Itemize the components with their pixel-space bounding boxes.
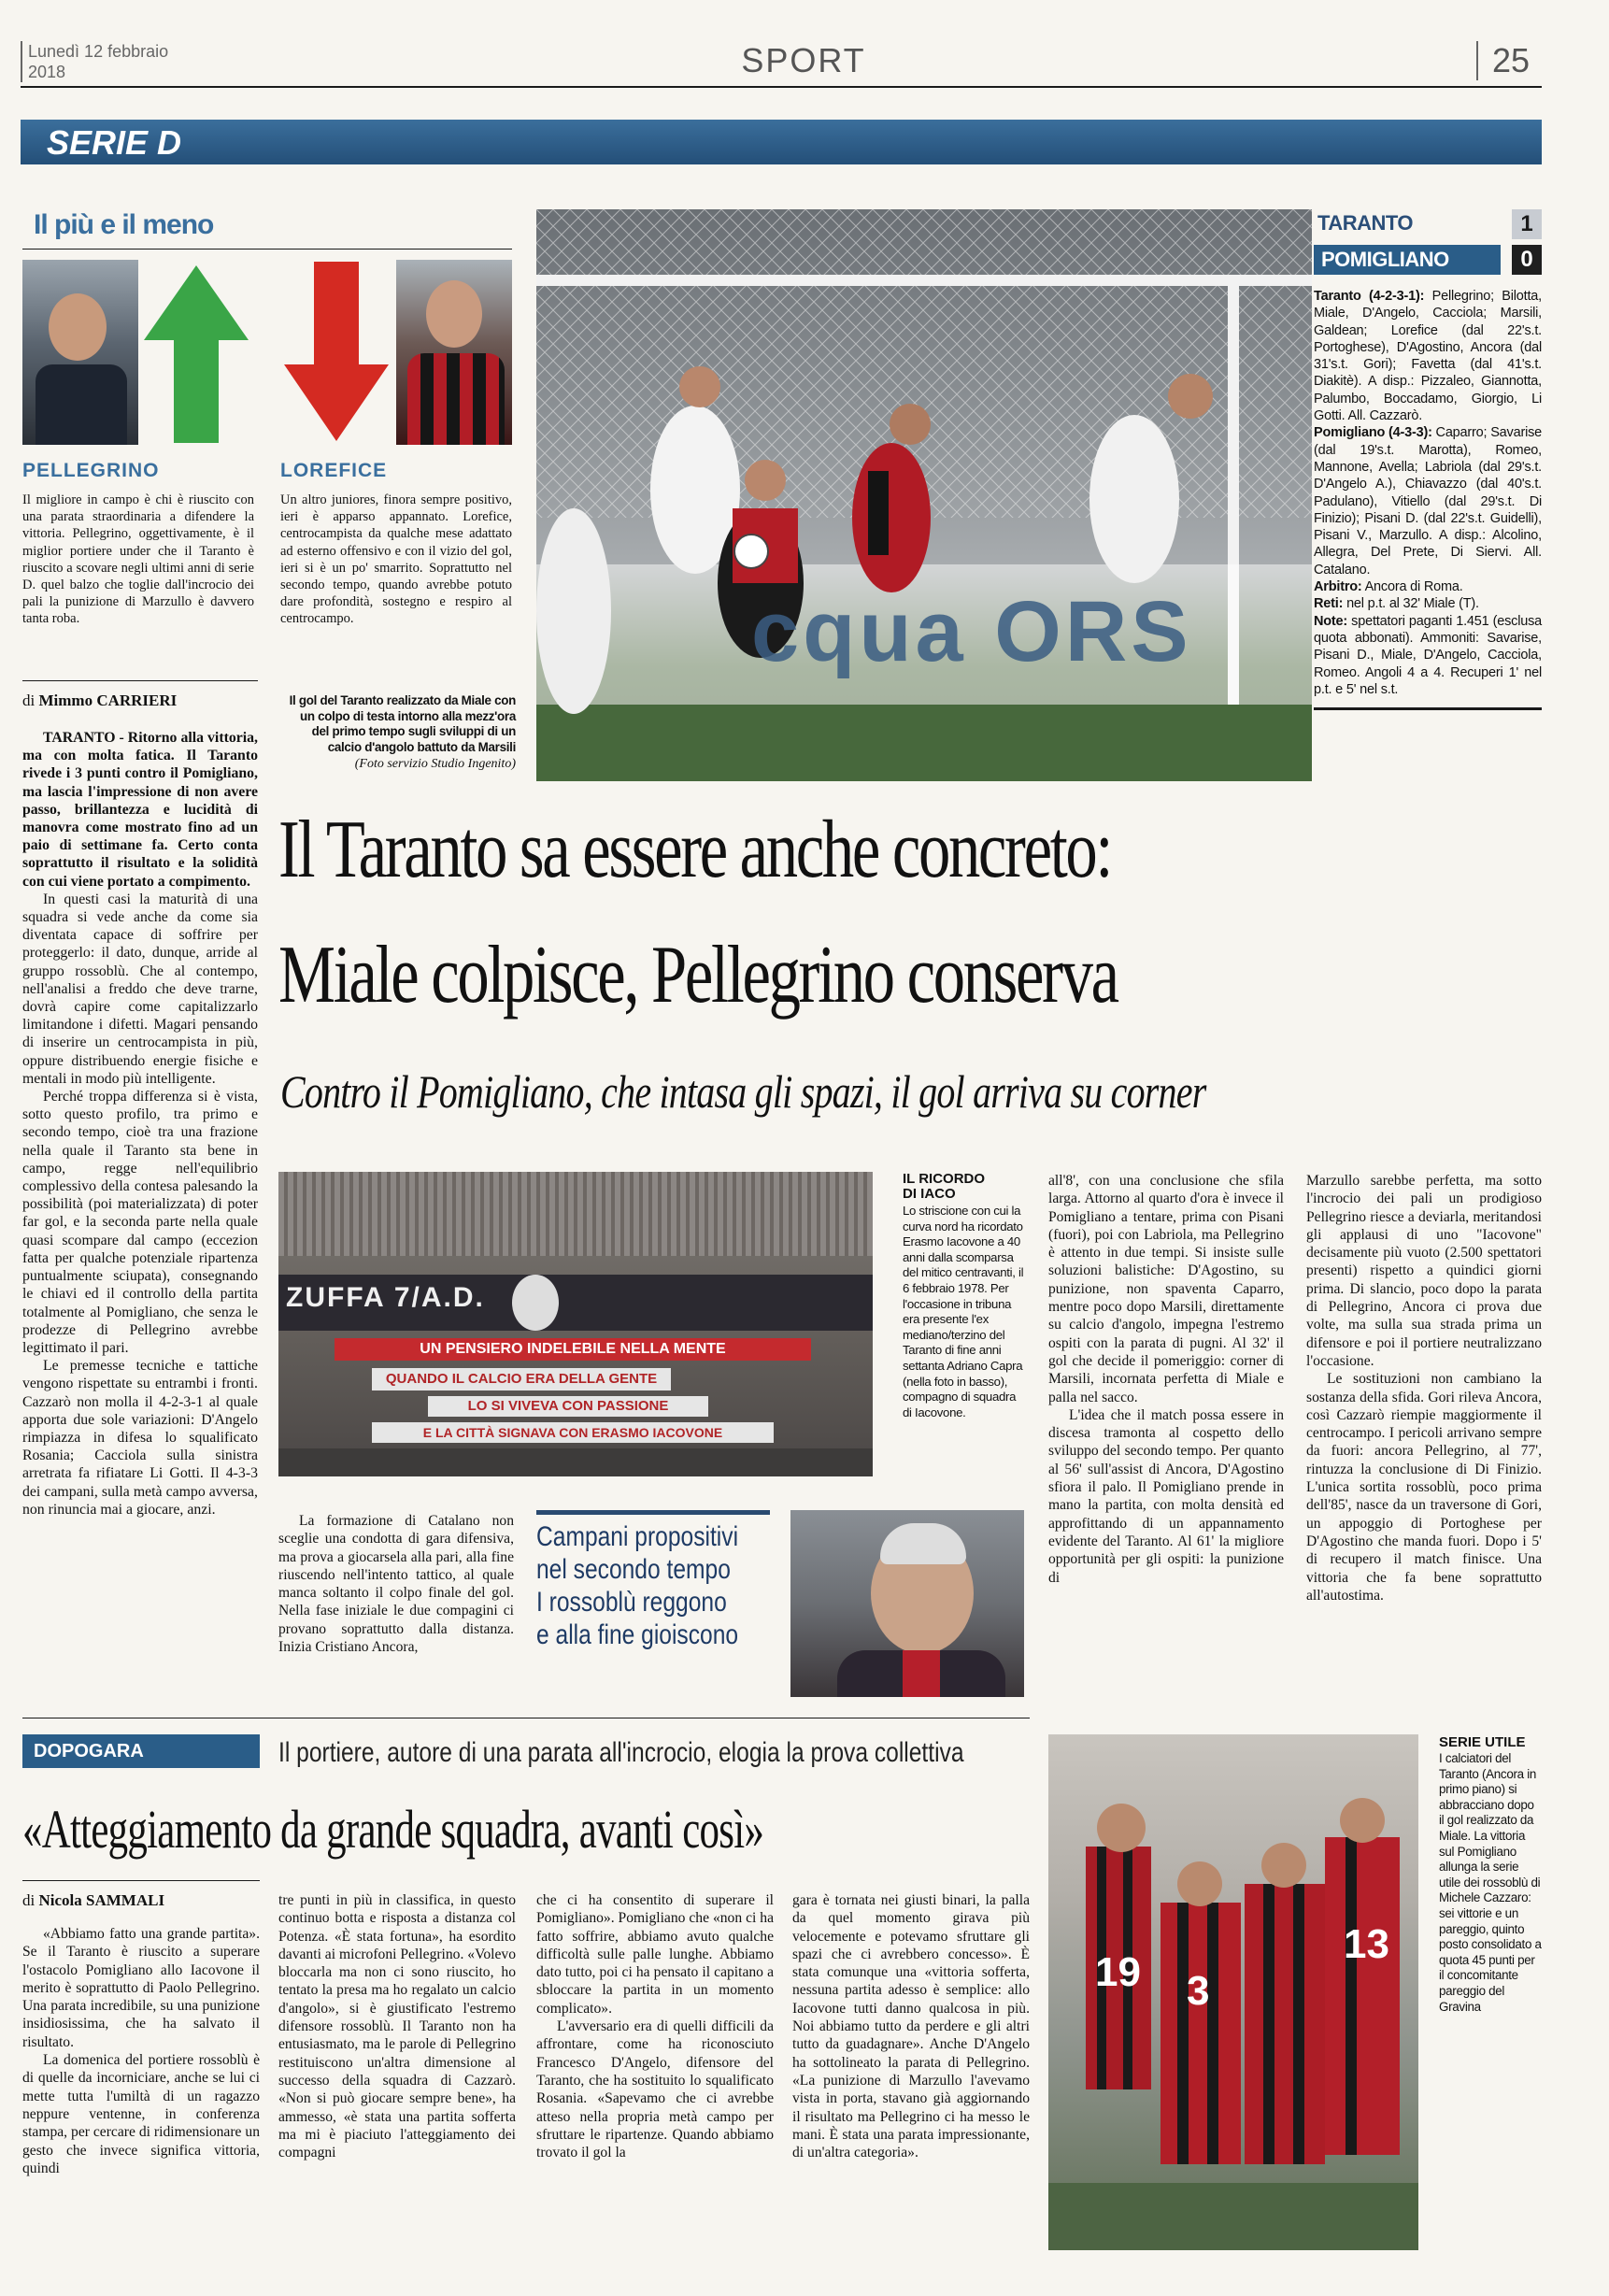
dopogara-kicker: Il portiere, autore di una parata all'incrocio, elogia la prova collettiva — [278, 1737, 964, 1768]
left-para-2: In questi casi la maturità di una squadra si vede anche da come sia diventata capace di soffrire per proteggerlo: il dato, dunque, arride al gruppo rossoblù. Che al contempo, nell'analisi a freddo che deve trarne, dovrà capire come capitalizzarlo limitandone i difetti. Magari pensando di inserire un centrocampista in più, oppure distribuendo energie fisiche e mentali in modo più intelligente. — [22, 891, 258, 1087]
reti-text: nel p.t. al 32' Miale (T). — [1343, 596, 1479, 612]
header-date-line1: Lunedì 12 febbraio — [28, 42, 169, 61]
pomigliano-lineup: Caparro; Savarise (dal 19's.t. Marotta), Romeo, Mannone, Avella; Labriola (dal 29's.t. D'Angelo A.), Chiavazzo (dal 40's.t. Padulano), Vitiello (dal 29's.t. Di Finizio); Pisani D. (dal 22's.t. Guidelli), Pisani V., Marzullo. A disp.: Alcolino, Allegra, Del Prete, Di Siervi. All. Catalano. — [1314, 425, 1543, 578]
mid-column — [278, 1512, 514, 1656]
score-bottom-rule — [1314, 707, 1542, 710]
celebration-caption — [1439, 1734, 1542, 2015]
jersey-number-2: 3 — [1187, 1968, 1210, 2014]
arbitro-label: Arbitro: — [1314, 579, 1362, 595]
celebration-photo — [1048, 1734, 1418, 2250]
column-3 — [1048, 1172, 1284, 1701]
pullquote-text — [536, 1520, 739, 1651]
banner-pensiero: UN PENSIERO INDELEBILE NELLA MENTE — [335, 1338, 811, 1361]
dopogara-headline: «Atteggiamento da grande squadra, avanti così» — [22, 1799, 764, 1860]
dopogara-byline-rule — [22, 1880, 260, 1881]
main-caption-text: Il gol del Taranto realizzato da Miale con un colpo di testa intorno alla mezz'ora del primo tempo sugli sviluppi di un calcio d'angolo battuto da Marsili — [289, 693, 516, 754]
banner-erasmo: E LA CITTÀ SIGNAVA CON ERASMO IACOVONE — [372, 1422, 774, 1443]
score-home-team: TARANTO — [1317, 211, 1414, 235]
headline-line2: Miale colpisce, Pellegrino conserva — [278, 930, 1118, 1020]
score-box — [1314, 209, 1542, 710]
reti-label: Reti: — [1314, 596, 1344, 612]
left-column — [22, 729, 258, 1701]
column-4 — [1306, 1172, 1542, 1701]
dopo-col3-para-2: L'avversario era di quelli difficili da affrontare, come ha riconosciuto Francesco D'Angelo, difensore del Taranto, che ha sostituito lo squalificato Rosania. «Sapevamo che ci avrebbe atteso nella propria metà campo per sfruttare le ripartenze. Quando abbiamo trovato il gol la — [536, 2018, 774, 2161]
minus-name: LOREFICE — [280, 460, 388, 481]
arbitro-text: Ancora di Roma. — [1361, 579, 1463, 595]
header-rule — [21, 86, 1542, 88]
dopo-col3-para-1: che ci ha consentito di superare il Pomigliano». Pomigliano che «non ci ha fatto soffrire, abbiamo avuto qualche difficoltà sulle palle lunghe. Abbiamo dato tutto, poi ci ha pensato il capitano a sbloccare la partita in un momento complicato». — [536, 1892, 774, 2017]
mid-para-1: La formazione di Catalano non sceglie una condotta di gara difensiva, ma prova a giocarsela alla pari, alla fine riuscendo nell'intento tattico, al quale manca soltanto il colpo finale del gol. Nella fase iniziale le due compagini ci provano soprattutto dalla distanza. Inizia Cristiano Ancora, — [278, 1513, 514, 1656]
banner-passione: LO SI VIVEVA CON PASSIONE — [428, 1396, 708, 1417]
pullquote-line1: Campani propositivi — [536, 1521, 739, 1552]
piu-meno-rule — [22, 249, 512, 250]
dopo-col2-para-1: tre punti in più in classifica, in questo continuo botta e risposta a distanza col Potenza. «È stata fortuna», ha esordito davanti ai microfoni Pellegrino. «Volevo bloccarla ma non ci sono riuscito, ho tentato la presa ma ho regalato un calcio d'angolo», si è giustificato l'estremo difensore rossoblù. Il Taranto non ha entusiasmato, ma le parole di Pellegrino restituiscono un'altra dimensione al successo della squadra di Cazzarò. «Non si può giocare sempre bene», ha ammesso, «è stata una partita sofferta ma mi è piaciuto l'atteggiamento dei compagni — [278, 1892, 516, 2161]
piu-meno-title: Il più e il meno — [34, 209, 214, 240]
ricordo-title-1: IL RICORDO — [903, 1171, 986, 1187]
main-photo — [536, 209, 1312, 781]
dopo-col4-para-1: gara è tornata nei giusti binari, la palla da quel momento girava più velocemente e potevamo sfruttare gli spazi che ci avrebbero concesso». È stata comunque una «vittoria sofferta, nessuna partita adesso è semplice: allo Iacovone tutti danno qualcosa in più. Noi abbiamo tutto da perdere e gli altri tutto da guadagnare». Anche D'Angelo ha sottolineato la parata di Pellegrino. «La punizione di Marzullo l'avevamo vista in porta, stavano già aggiornando il risultato ma Pellegrino ci ha messo le mani. È stata una parata impressionante, di un'altra categoria». — [792, 1892, 1030, 2161]
dopogara-byline — [22, 1891, 164, 1910]
crowd-photo — [278, 1172, 873, 1476]
jersey-number-1: 19 — [1095, 1949, 1141, 1995]
main-caption-credit: (Foto servizio Studio Ingenito) — [354, 757, 516, 771]
header-date-line2: 2018 — [28, 63, 66, 81]
dopogara-byline-author: Nicola SAMMALI — [38, 1891, 165, 1909]
lorefice-photo — [396, 260, 512, 445]
taranto-lineup-label: Taranto (4-2-3-1): — [1314, 289, 1425, 304]
arrow-down-icon — [280, 260, 392, 445]
left-para-3: Perché troppa differenza si è vista, sotto questo profilo, tra primo e secondo tempo, cioè tra una frazione nella quale il Taranto sta bene in campo, regge nell'equilibrio complessivo della contesa palesando la possibilità (poi materializzata) di poter far gol, e la seconda parte nella quale quasi scompare dal campo (eccezion fatta per qualche potenziale ripartenza puntualmente sciupata), consegnando le chiavi ed il controllo della partita totalmente al Pomigliano, che senza le prodezze di Pellegrino avrebbe legittimato il pari. — [22, 1089, 258, 1356]
pullquote-line4: e alla fine gioiscono — [536, 1619, 739, 1650]
headline-line1: Il Taranto sa essere anche concreto: — [278, 805, 1112, 895]
ricordo-text: Lo striscione con cui la curva nord ha ricordato Erasmo Iacovone a 40 anni dalla scomparsa del mitico centravanti, il 6 febbraio 1978. Per l'occasione in tribuna era presente l'ex mediano/terzino del Taranto di fine anni settanta Adriano Capra (nella foto in basso), compagno di squadra di Iacovone. — [903, 1204, 1024, 1419]
pullquote — [536, 1510, 770, 1651]
serie-d-label: SERIE D — [47, 123, 182, 162]
main-photo-caption — [280, 693, 516, 773]
banner-calcio: QUANDO IL CALCIO ERA DELLA GENTE — [372, 1368, 671, 1390]
celebration-caption-text: I calciatori del Taranto (Ancora in primo piano) si abbracciano dopo il gol realizzato da Miale. La vittoria sul Pomigliano allunga la serie utile dei rossoblù di Michele Cazzaro: sei vittorie e un pareggio, quinto posto consolidato a quota 45 punti per il concomitante pareggio del Gravina — [1439, 1751, 1542, 2014]
col4-para-2: Le sostituzioni non cambiano la sostanza della sfida. Gori rileva Ancora, così Cazzarò riempie maggiormente il centrocampo. I pericoli arrivano sempre da fuori: ancora Pellegrino, al 77', rintuzza la conclusione di Di Finizio. L'unica sortita rossoblù, poco prima dell'85', nasce da un traversone di Gori, un appoggio di Portoghese per D'Agostino che manda fuori. Dopo i 5' di recupero il match finisce. Una vittoria che fa bene soprattutto all'autostima. — [1306, 1371, 1542, 1604]
jersey-number-3: 13 — [1344, 1921, 1389, 1967]
left-para-4: Le premesse tecniche e tattiche vengono rispettate su entrambi i fronti. Cazzarò non molla il 4-2-3-1 al quale apporta due sole variazioni: D'Angelo rimpiazza in difesa lo squalificato Rosania; Cacciola sulla sinistra arretrata fa rifiatare Li Gotti. Il 4-3-3 dei campani, sulla metà campo avversa, non rinuncia mai a giocare, anzi. — [22, 1358, 258, 1518]
byline-author: Mimmo CARRIERI — [38, 692, 178, 709]
page-number: 25 — [1476, 41, 1544, 80]
banner-zuffa: ZUFFA 7/A.D. — [286, 1282, 485, 1313]
header-date — [21, 41, 168, 82]
celebration-caption-title: SERIE UTILE — [1439, 1734, 1526, 1750]
col3-para-2: L'idea che il match possa essere in discesa tramonta al cospetto dello sviluppo del secondo tempo. Per quanto al 56' sull'assist di Ancora, D'Agostino sfiora il palo. Il Pomigliano prende in mano la partita, con molta densità ed approfittando di un appannamento evidente del Taranto. Al 61' la migliore opportunità per gli ospiti: la punizione di — [1048, 1406, 1284, 1586]
pomigliano-lineup-label: Pomigliano (4-3-3): — [1314, 425, 1432, 441]
score-home-goals: 1 — [1512, 209, 1542, 239]
note-text: spettatori paganti 1.451 (esclusa quota abbonati). Ammoniti: Savarise, Pisani D., Miale, D'Angelo, Cacciola, Romeo. Angoli 4 a 4. Recuperi 1' nel p.t. e 5' nel s.t. — [1314, 613, 1542, 697]
dopo-col1-para-1: «Abbiamo fatto una grande partita». Se il Taranto è riuscito a superare l'ostacolo Pomigliano allo Iacovone il merito è soprattutto di Paolo Pellegrino. Una parata incredibile, su una punizione insidiosissima, che ha salvato il risultato. — [22, 1926, 260, 2050]
plus-text: Il migliore in campo è chi è riuscito con una parata straordinaria a difendere la vittoria. Pellegrino, oggettivamente, è il miglior portiere under che il Taranto è riuscito a scovare negli ultimi anni di serie D. quel balzo che toglie dall'incrocio dei pali la punizione di Marzullo è davvero tanta roba. — [22, 492, 254, 627]
dopogara-col-2 — [278, 1891, 516, 2280]
ricordo-title-2: DI IACO — [903, 1186, 956, 1202]
byline — [22, 692, 177, 710]
minus-text: Un altro juniores, finora sempre positivo, ieri è apparso appannato. Lorefice, centrocampista da qualche mese adattato ad esterno offensivo e con il vizio del gol, ieri si è un po' smarrito. Soprattutto nel secondo tempo, quando avrebbe potuto dare profondità, sostegno e respiro al centrocampo. — [280, 492, 512, 627]
left-para-1: TARANTO - Ritorno alla vittoria, ma con molta fatica. Il Taranto rivede i 3 punti contro il Pomigliano, ma lascia l'impressione di non avere passo, brillantezza e lucidità di manovra come mostrato fino ad un paio di settimane fa. Certo conta soprattutto il risultato e la solidità con cui viene portato a compimento. — [22, 730, 258, 890]
col3-para-1: all'8', con una conclusione che sfila larga. Attorno al quarto d'ora è invece il Pomigliano a tentare, prima con Pisani (fuori), poi con Labriola, ma Pellegrino è attento in due tempi. Si insiste sulle soluzioni balistiche: D'Agostino, su punizione, non spaventa Caparro, mentre poco dopo Marsili, direttamente su calcio d'angolo, impegna l'estremo ospiti con la parata di pugni. Al 32' il gol che decide il pomeriggio: corner di Marsili, incornata perfetta di Miale e palla nel sacco. — [1048, 1173, 1284, 1405]
section-title: SPORT — [741, 41, 866, 79]
main-photo-sign: cqua ORS — [751, 584, 1192, 679]
byline-rule — [22, 680, 258, 681]
serie-d-band — [21, 120, 1542, 164]
pullquote-line2: nel secondo tempo — [536, 1554, 731, 1585]
pellegrino-photo — [22, 260, 138, 445]
capra-photo — [790, 1510, 1024, 1697]
score-away-goals: 0 — [1512, 245, 1542, 275]
score-details — [1314, 288, 1542, 698]
dopogara-col-4 — [792, 1891, 1030, 2280]
dopo-col1-para-2: La domenica del portiere rossoblù è di quelle da incorniciare, anche se lui ci mette tutta l'umiltà di un ragazzo neppure ventenne, in conferenza stampa, per cercare di ridimensionare un gesto che invece significa vittoria, quindi — [22, 2052, 260, 2176]
plus-name: PELLEGRINO — [22, 460, 160, 481]
pullquote-line3: I rossoblù reggono — [536, 1587, 727, 1618]
score-away-team: POMIGLIANO — [1314, 245, 1501, 275]
byline-prefix: di — [22, 692, 36, 709]
dopogara-label: DOPOGARA — [22, 1734, 260, 1768]
col4-para-1: Marzullo sarebbe perfetta, ma sotto l'incrocio dei pali un prodigioso Pellegrino riesce a deviarla, meritandosi gli applausi di uno "Iacovone" decisamente più vuoto (2.500 spettatori presenti) rispetto a quindici giorni prima. Di slancio, poco dopo la parata di Pellegrino, Ancora ci prova due volte, ma sulla sua strada prima un difensore e poi il portiere neutralizzano l'occasione. — [1306, 1173, 1542, 1369]
taranto-lineup: Pellegrino; Bilotta, Miale, D'Angelo, Cacciola; Marsili, Galdean; Lorefice (dal 22's.t. Portoghese), D'Agostino, Ancora (dal 31's.t. Gori); Favetta (dal 41's.t. Diakitè). A disp.: Pizzaleo, Giannotta, Palumbo, Boccadamo, Giorgio, Li Gotti. All. Cazzarò. — [1314, 289, 1542, 424]
dopogara-col-1 — [22, 1925, 260, 2280]
dopogara-col-3 — [536, 1891, 774, 2280]
headline-subtitle: Contro il Pomigliano, che intasa gli spazi, il gol arriva su corner — [280, 1065, 1206, 1118]
dopogara-byline-prefix: di — [22, 1891, 36, 1909]
ricordo-box — [903, 1172, 1024, 1420]
note-label: Note: — [1314, 613, 1348, 629]
arrow-up-icon — [140, 260, 252, 445]
